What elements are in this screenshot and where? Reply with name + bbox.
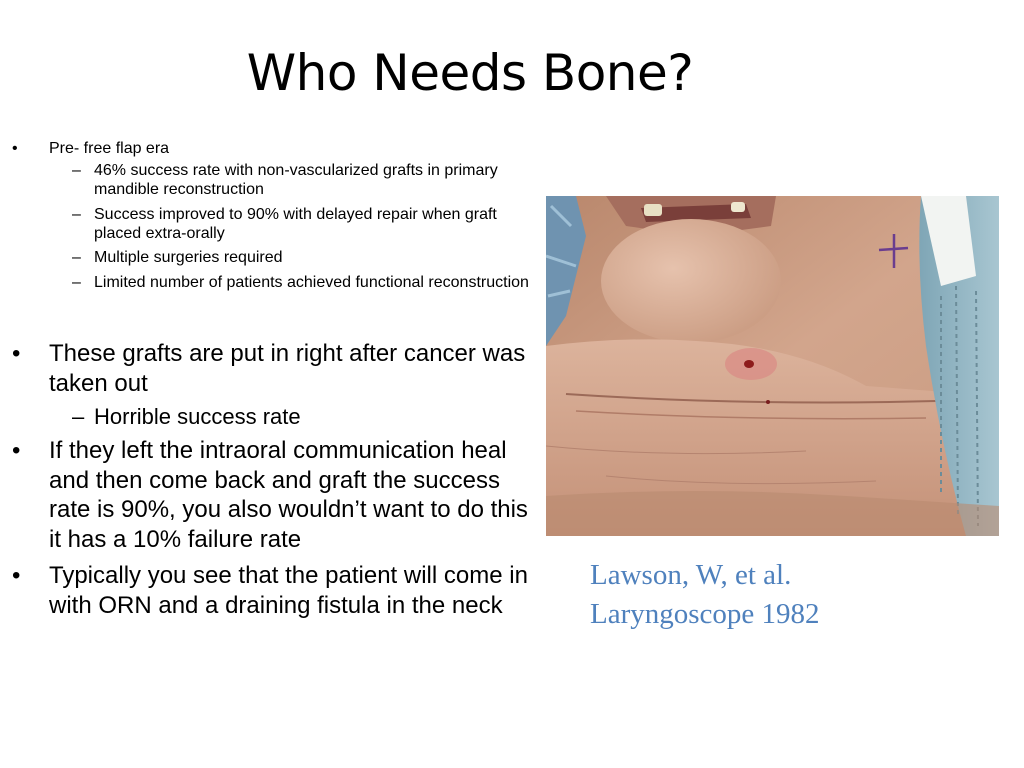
bullet-marker: • (12, 436, 21, 464)
citation-journal: Laryngoscope 1982 (590, 598, 820, 631)
bullet-text: Typically you see that the patient will come in with ORN and a draining fistula in the neck (49, 561, 528, 619)
sub-bullet-item (10, 206, 545, 244)
sub-list-container (10, 162, 545, 293)
sub-bullet-item (10, 162, 545, 200)
bullet-marker: • (12, 340, 21, 368)
sub-bullet-text: Multiple surgeries required (94, 249, 283, 267)
dash-marker: – (72, 205, 81, 223)
sub-bullet-list (10, 162, 545, 293)
clinical-photo-illustration (546, 196, 999, 536)
clinical-photo-neck-fistula (546, 196, 999, 536)
sub-bullet-text: Success improved to 90% with delayed repair when graft placed extra-orally (94, 205, 497, 242)
bullet-marker: • (12, 140, 18, 157)
bullet-item-grafts (10, 339, 545, 399)
citation (590, 556, 990, 635)
sub-bullet-list (10, 403, 545, 430)
slide-body (10, 140, 545, 620)
slide-title: Who Needs Bone? (246, 44, 694, 102)
dash-marker: – (72, 274, 81, 292)
sub-list-container (10, 403, 545, 430)
bullet-item-pre-free-flap (10, 140, 545, 159)
citation-authors: Lawson, W, et al. (590, 559, 792, 591)
bullet-text: These grafts are put in right after cancer was taken out (49, 340, 526, 397)
sub-bullet-text: 46% success rate with non-vascularized grafts in primary mandible reconstruction (94, 161, 498, 198)
sub-bullet-item (10, 249, 545, 268)
bullet-text: If they left the intraoral communication heal and then come back and graft the success rate is 90%, you also wouldn’t want to do this it has a 10% failure rate (49, 436, 528, 554)
bullet-list-top (10, 140, 545, 293)
dash-marker: – (72, 161, 81, 179)
bullet-list-bottom (10, 339, 545, 620)
dash-marker: – (72, 403, 85, 429)
bullet-text: Pre- free flap era (49, 140, 170, 157)
sub-bullet-text: Horrible success rate (94, 403, 301, 429)
bullet-item-intraoral (10, 436, 545, 555)
bullet-item-orn (10, 561, 545, 621)
sub-bullet-text: Limited number of patients achieved functional reconstruction (94, 274, 529, 292)
bullet-marker: • (12, 561, 21, 589)
sub-bullet-item (10, 274, 545, 293)
dash-marker: – (72, 249, 81, 267)
sub-bullet-item (10, 403, 545, 430)
spacer (10, 299, 545, 333)
